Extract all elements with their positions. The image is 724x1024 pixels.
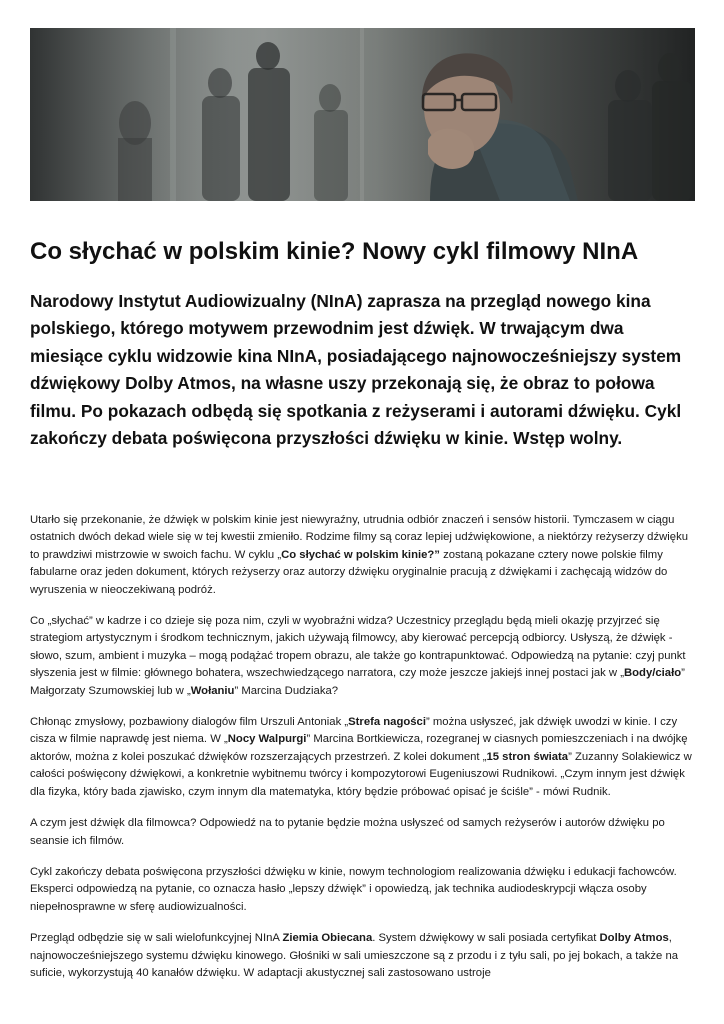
text-run: Przegląd odbędzie się w sali wielofunkcyjnej NInA	[30, 932, 283, 945]
paragraph-6	[30, 930, 696, 982]
text-run: Co „słychać” w kadrze i co dzieje się poza nim, czyli w wyobraźni widza? Uczestnicy przeglądu będą mieli okazję przyjrzeć się strategiom artystycznym i środkom technicznym, jakich używają filmowcy, aby kierować percepcją odbiorcy. Usłyszą, że dźwięk - słowo, szum, ambient i muzyka – mogą podążać tropem obrazu, ale także go kontrapunktować. Odpowiedzą na pytanie: czyj punkt słyszenia jest w filmie: głównego bohatera, wszechwiedzącego narratora, czy może jeszcze jakiejś innej postaci jak w „	[30, 615, 686, 680]
text-run: ” Marcina Bortkiewicza, rozegranej w ciasnych pomieszczeniach i na dwójkę aktorów, można z kolei poszukać dźwięków rozszerzających przestrzeń. Z kolei dokument „	[30, 733, 688, 763]
paragraph-1	[30, 512, 696, 599]
text-run: . System dźwiękowy w sali posiada certyfikat	[372, 932, 600, 945]
text-run: ” można usłyszeć, jak dźwięk uwodzi w kinie. I czy cisza w filmie naprawdę jest niema. W „	[30, 716, 678, 746]
hero-photo	[30, 28, 695, 201]
text-run: ” Marcina Dudziaka?	[234, 684, 339, 697]
film-title-body-cialo: Body/ciało	[623, 667, 682, 680]
text-run: , najnowocześniejszego systemu dźwięku kinowego. Głośniki w sali umieszczone są z przodu i z tyłu sali, po jej bokach, a także na suficie, wykorzystują 40 kanałów dźwięku. W adaptacji akustycznej sali zastosowano ustroje	[30, 932, 679, 979]
paragraph-5: Cykl zakończy debata poświęcona przyszłości dźwięku w kinie, nowym technologiom realizowania dźwięku i edukacji fachowców. Eksperci odpowiedzą na pytanie, co oznacza hasło „lepszy dźwięk” i opowiedzą, jak technika audiodeskrypcji włącza osoby niepełnosprawne w sferę audiowizualności.	[30, 865, 677, 913]
article-body	[30, 512, 696, 996]
text-run: ” Małgorzaty Szumowskiej lub w „	[30, 667, 685, 697]
film-title-strefa-nagosci: Strefa nagości	[348, 716, 426, 729]
film-title-15-stron-swiata: 15 stron świata	[486, 750, 569, 763]
text-run: zostaną pokazane cztery nowe polskie filmy fabularne oraz jeden dokument, których reżyserzy oraz autorzy dźwięku oryginalnie pracują z dźwiękami i zachęcają widzów do wyruszenia w nieoczekiwaną podróż.	[30, 548, 668, 596]
paragraph-2	[30, 613, 696, 700]
article-title: Co słychać w polskim kinie? Nowy cykl filmowy NInA	[30, 238, 639, 265]
film-title-noc-walpurgi: Nocy Walpurgi	[227, 733, 307, 746]
article-lead: Narodowy Instytut Audiowizualny (NInA) zaprasza na przegląd nowego kina polskiego, którego motywem przewodnim jest dźwięk. W trwającym dwa miesiące cyklu widzowie kina NInA, posiadającego najnowocześniejszy system dźwiękowy Dolby Atmos, na własne uszy przekonają się, że obraz to połowa filmu. Po pokazach odbędą się spotkania z reżyserami i autorami dźwięku. Cykl zakończy debata poświęcona przyszłości dźwięku w kinie. Wstęp wolny.	[30, 291, 682, 449]
text-run: ” Zuzanny Solakiewicz w całości poświęcony dźwiękowi, a konkretnie wybitnemu twórcy i kompozytorowi Eugeniuszowi Rudnikowi. „Czym innym jest dźwięk dla fizyka, który bada zjawisko, czym innym dla matematyka, który będzie próbować opisać je ściśle” - mówi Rudnik.	[30, 750, 692, 798]
film-title-wolanie: Wołaniu	[190, 684, 235, 697]
paragraph-3	[30, 714, 696, 801]
venue-name: Ziemia Obiecana	[282, 932, 373, 945]
text-run: Chłonąc zmysłowy, pozbawiony dialogów film Urszuli Antoniak „	[30, 716, 349, 729]
paragraph-4: A czym jest dźwięk dla filmowca? Odpowiedź na to pytanie będzie można usłyszeć od samych reżyserów i autorów dźwięku po seansie ich filmów.	[30, 817, 665, 847]
cycle-name: Co słychać w polskim kinie?”	[281, 548, 440, 561]
text-run: Utarło się przekonanie, że dźwięk w polskim kinie jest niewyraźny, utrudnia odbiór znaczeń i sensów historii. Tymczasem w ciągu ostatnich dwóch dekad wiele się w tej kwestii zmieniło. Rodzime filmy są coraz lepiej udźwiękowione, a niektórzy reżyserzy dźwięku to prawdziwi mistrzowie w swoich fachu. W cyklu „	[30, 514, 688, 561]
sound-system-name: Dolby Atmos	[599, 932, 669, 945]
